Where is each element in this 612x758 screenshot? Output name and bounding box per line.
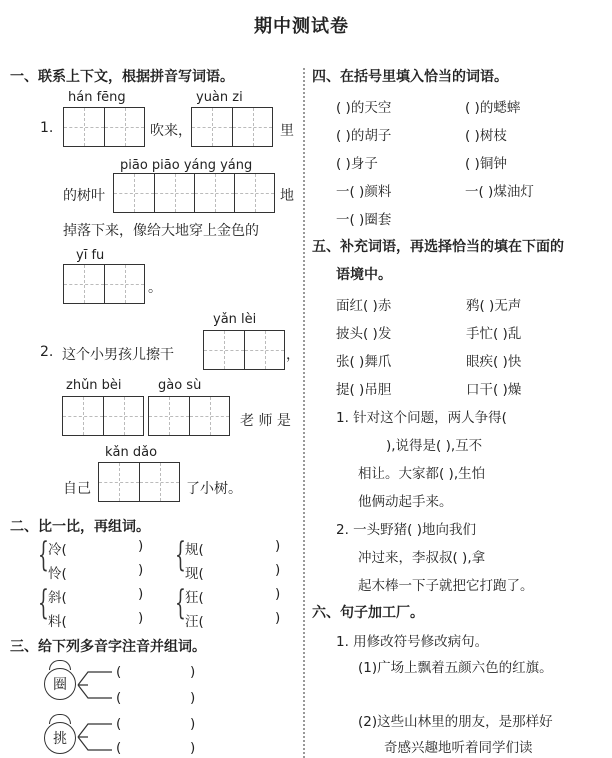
idiom-8[interactable]: 口干( )燥 — [466, 382, 522, 398]
fill-item-8[interactable]: 一( )煤油灯 — [465, 184, 534, 200]
pair-2-a[interactable]: 规( — [185, 542, 204, 558]
polyphone-char-quan: 圈 — [53, 677, 67, 693]
text-di: 地 — [280, 188, 294, 204]
answer-grid-yi-fu[interactable] — [63, 264, 145, 304]
brace-3: { — [38, 583, 49, 623]
pair-2-b[interactable]: 现( — [185, 566, 204, 582]
context-q1-line-2[interactable]: ),说得是( ),互不 — [386, 438, 483, 454]
context-q1-line-3[interactable]: 相让。大家都( ),生怕 — [358, 466, 486, 482]
pair-4-a[interactable]: 狂( — [185, 590, 204, 606]
section-2-heading: 二、比一比，再组词。 — [10, 519, 150, 535]
quan-blank-2-open[interactable]: ( — [116, 690, 122, 706]
context-q1-line-4: 他俩动起手来。 — [358, 494, 453, 510]
answer-grid-zhun-bei[interactable] — [62, 396, 144, 436]
section-1-heading: 一、联系上下文，根据拼音写词语。 — [10, 69, 234, 85]
text-chui-lai: 吹来， — [150, 123, 192, 139]
polyphone-badge-tiao — [44, 722, 76, 754]
pinyin-zhun-bei: zhǔn bèi — [66, 378, 122, 393]
pair-2-a-close: ) — [275, 538, 281, 554]
tiao-blank-1-close: ) — [190, 716, 196, 732]
pinyin-kan-dao: kǎn dǎo — [105, 445, 158, 460]
brace-4: { — [175, 583, 186, 623]
section-4-heading: 四、在括号里填入恰当的词语。 — [312, 69, 508, 85]
pair-2-b-close: ) — [275, 562, 281, 578]
text-q2: 这个小男孩儿擦干 — [62, 347, 174, 363]
pair-1-a-close: ) — [138, 538, 144, 554]
s6-sentence-2-line-2[interactable]: 奇感兴趣地听着同学们读 — [384, 740, 533, 756]
text-de-shu-ye: 的树叶 — [63, 188, 105, 204]
text-period: 。 — [148, 280, 162, 296]
fill-item-6[interactable]: ( )铜钟 — [465, 156, 507, 172]
tiao-blank-2-open[interactable]: ( — [116, 740, 122, 756]
pinyin-yuan-zi: yuàn zi — [196, 90, 243, 105]
text-li: 里 — [280, 123, 294, 139]
pair-1-b[interactable]: 怜( — [48, 566, 67, 582]
section-6-heading: 六、句子加工厂。 — [312, 605, 424, 621]
idiom-4[interactable]: 手忙( )乱 — [466, 326, 522, 342]
polyphone-badge-quan — [44, 668, 76, 700]
idiom-5[interactable]: 张( )舞爪 — [336, 354, 392, 370]
answer-grid-gao-su[interactable] — [148, 396, 230, 436]
pair-3-b[interactable]: 料( — [48, 614, 67, 630]
pair-3-b-close: ) — [138, 610, 144, 626]
pair-3-a[interactable]: 斜( — [48, 590, 67, 606]
question-1-number: 1. — [40, 120, 54, 136]
s6-question-1: 1. 用修改符号修改病句。 — [336, 634, 489, 650]
answer-grid-yuan-zi[interactable] — [191, 107, 273, 147]
page-title: 期中测试卷 — [254, 16, 349, 37]
question-2-number: 2. — [40, 344, 54, 360]
section-5-heading-line-2: 语境中。 — [336, 267, 392, 283]
context-q2-line-2[interactable]: 冲过来，李叔叔( ),拿 — [358, 550, 486, 566]
fill-item-2[interactable]: ( )的蟋蟀 — [465, 100, 521, 116]
column-divider — [303, 68, 305, 758]
fill-item-1[interactable]: ( )的天空 — [336, 100, 392, 116]
answer-grid-piao-piao-yang-yang[interactable] — [113, 173, 275, 213]
connector-tiao — [76, 720, 116, 754]
idiom-2[interactable]: 鸦( )无声 — [466, 298, 522, 314]
answer-grid-yan-lei[interactable] — [203, 330, 285, 370]
section-5-heading-line-1: 五、补充词语，再选择恰当的填在下面的 — [312, 239, 564, 255]
fill-item-5[interactable]: ( )身子 — [336, 156, 378, 172]
idiom-1[interactable]: 面红( )赤 — [336, 298, 392, 314]
answer-grid-han-feng[interactable] — [63, 107, 145, 147]
idiom-3[interactable]: 披头( )发 — [336, 326, 392, 342]
pinyin-yan-lei: yǎn lèi — [213, 312, 257, 327]
fill-item-7[interactable]: 一( )颜料 — [336, 184, 392, 200]
tiao-blank-2-close: ) — [190, 740, 196, 756]
pinyin-gao-su: gào sù — [158, 378, 202, 393]
pair-4-b[interactable]: 汪( — [185, 614, 204, 630]
pair-4-b-close: ) — [275, 610, 281, 626]
text-line-2: 掉落下来，像给大地穿上金色的 — [63, 223, 259, 239]
pair-1-a[interactable]: 冷( — [48, 542, 67, 558]
text-le-xiao-shu: 了小树。 — [186, 481, 242, 497]
pinyin-yi-fu: yī fu — [76, 248, 105, 263]
pinyin-piao-piao-yang-yang: piāo piāo yáng yáng — [120, 158, 253, 173]
quan-blank-1-open[interactable]: ( — [116, 664, 122, 680]
s6-sentence-2-line-1[interactable]: (2)这些山林里的朋友，是那样好 — [358, 714, 553, 730]
fill-item-4[interactable]: ( )树枝 — [465, 128, 507, 144]
context-q2-line-1[interactable]: 2. 一头野猪( )地向我们 — [336, 522, 476, 538]
pair-4-a-close: ) — [275, 586, 281, 602]
idiom-6[interactable]: 眼疾( )快 — [466, 354, 522, 370]
quan-blank-1-close: ) — [190, 664, 196, 680]
context-q2-line-3: 起木棒一下子就把它打跑了。 — [358, 578, 534, 594]
text-lao-shi-shi: 老 师 是 — [240, 413, 291, 429]
context-q1-line-1[interactable]: 1. 针对这个问题，两人争得( — [336, 410, 507, 426]
answer-grid-kan-dao[interactable] — [98, 462, 180, 502]
pair-3-a-close: ) — [138, 586, 144, 602]
pinyin-han-feng: hán fēng — [68, 90, 126, 105]
fill-item-3[interactable]: ( )的胡子 — [336, 128, 392, 144]
brace-1: { — [38, 535, 49, 575]
idiom-7[interactable]: 提( )吊胆 — [336, 382, 392, 398]
connector-quan — [76, 668, 116, 702]
section-3-heading: 三、给下列多音字注音并组词。 — [10, 639, 206, 655]
fill-item-9[interactable]: 一( )圈套 — [336, 212, 392, 228]
quan-blank-2-close: ) — [190, 690, 196, 706]
s6-sentence-1[interactable]: (1)广场上飘着五颜六色的红旗。 — [358, 660, 553, 676]
polyphone-char-tiao: 挑 — [53, 731, 67, 747]
tiao-blank-1-open[interactable]: ( — [116, 716, 122, 732]
brace-2: { — [175, 535, 186, 575]
text-comma: ， — [286, 347, 300, 363]
text-zi-ji: 自己 — [63, 481, 91, 497]
pair-1-b-close: ) — [138, 562, 144, 578]
